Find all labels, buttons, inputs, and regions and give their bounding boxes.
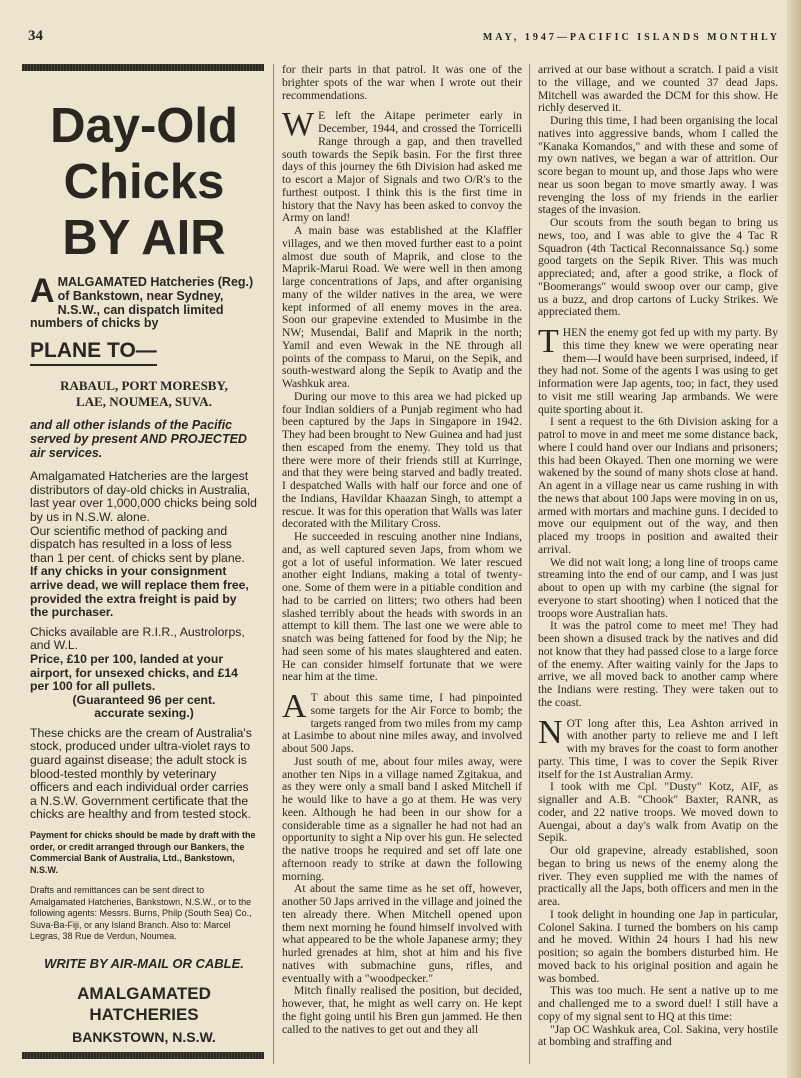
ad-guarantee-line-2: accurate sexing.): [94, 706, 194, 721]
article-section-text: OT long after this, Lea Ashton arrived in with another party to relieve me and I left with my braves for the coast to form another party. This time, I was to cover the Sepik River itself for the 1st Australian Army.: [538, 716, 778, 781]
article-paragraph: Our scouts from the south began to bring us news, too, and I was able to give the 4 Tac R Squadron (4th Tactical Reconnaissance Sq.) some good targets on the Sepik River. This was much appreciated; and, after a good strike, a flock of "Boomerangs" would swoop over our camp, give us a buzz, and drop cartons of Lucky Strikes. We appreciated them.: [538, 216, 778, 319]
ad-guarantee-line-1: (Guaranteed 96 per cent.: [72, 692, 216, 707]
article-section-text: HEN the enemy got fed up with my party. By this time they knew we were operating near them—I would have been surprised, indeed, if they had not. Some of the agents I was using to get information were Jap agents, too; in fact, they used to visit me still wearing Jap armbands. We were quite sporting about it.: [538, 326, 778, 416]
article-paragraph: It was the patrol come to meet me! They had been shown a disused track by the natives and did not know that they had passed close to a large force of the enemy. After waiting vainly for the Japs to arrive, we all moved back to another camp where the Indians were resting. They were taken out to the coast.: [538, 619, 778, 709]
page-number: 34: [28, 28, 43, 44]
ad-destinations-line-2: LAE, NOUMEA, SUVA.: [76, 394, 212, 410]
ad-signature: [30, 983, 258, 1025]
article-section-aitape: [282, 106, 522, 225]
ad-headline-line-3: BY AIR: [62, 211, 226, 265]
drop-cap: N: [538, 713, 563, 751]
ad-top-border: [22, 64, 264, 71]
ad-guarantee: [30, 694, 258, 721]
article-section-text: T about this same time, I had pinpointed some targets for the Air Force to bomb; the targets ranged from two miles from my camp at Lasimbe to about nine miles away, and involved about 500 Japs.: [282, 691, 522, 755]
ad-destinations: [30, 378, 258, 410]
page-header: [28, 28, 780, 50]
ad-headline-line-2: Chicks: [63, 155, 225, 209]
ad-signature-location: BANKSTOWN, N.S.W.: [72, 1028, 216, 1045]
ad-paragraph-packing: Our scientific method of packing and dispatch has resulted in a loss of less than 1 per cent. of chicks sent by plane.: [30, 523, 245, 565]
article-section-enemy: [538, 323, 778, 416]
chicks-advertisement: [22, 64, 264, 1064]
ad-destinations-line-1: RABAUL, PORT MORESBY,: [60, 378, 228, 394]
article-section-ashton: [538, 713, 778, 782]
ad-headline-line-1: Day-Old: [50, 99, 238, 153]
article-paragraph: This was too much. He sent a native up to me and challenged me to a sword duel! I still have a copy of my signal sent to HQ at this time:: [538, 984, 778, 1023]
article-paragraph: "Jap OC Washkuk area, Col. Sakina, very hostile at bombing and straffing and: [538, 1022, 778, 1049]
article-paragraph: During this time, I had been organising the local natives into aggressive bands, whom I called the "Kanaka Komandos," and with these and some of my own natives, we began a war of attrition. Our score began to mount up, and those Japs who were near us soon began to move smartly away. I was revenging the loss of my friends in the earlier stages of the invasion.: [538, 114, 778, 217]
ad-paragraph-replacement: If any chicks in your consignment arrive dead, we will replace them free, provided the extra freight is paid by the purchaser.: [30, 564, 249, 620]
article-paragraph: During our move to this area we had picked up four Indian soldiers of a Punjab regiment who had been captured by the Japs in Singapore in 1942. They had been brought to New Guinea and had just then escaped from the enemy. They told us that there were more of their friends still at Kurringe, and that they were being starved and badly treated. I despatched Walls with half our force and one of the Indians, Havildar Khaazan Singh, to attempt a rescue. It was for this operation that Walls was later decorated with the Military Cross.: [282, 389, 522, 531]
column-divider-2: [529, 64, 530, 1064]
ad-content: [30, 78, 258, 1046]
running-head: MAY, 1947—PACIFIC ISLANDS MONTHLY: [482, 32, 780, 43]
article-section-targets: [282, 688, 522, 756]
drop-cap: T: [538, 323, 559, 360]
article-paragraph: I sent a request to the 6th Division asking for a patrol to move in and meet me some distance back, where I could hand over our Indians and prisoners; this had been Okayed. Then one morning we were wakened by the sound of many shots close at hand. An agent in a village near us came rushing in with the news that about 100 Japs were moving in on us, armed with mortars and machine guns. I decided to move our equipment out of the way, and then placed my troops in position and awaited their arrival.: [538, 415, 778, 556]
ad-paragraph-price: Price, £10 per 100, landed at your airport, for unsexed chicks, and £14 per 100 for all pullets.: [30, 651, 238, 694]
article-paragraph: At about the same time as he set off, however, another 50 Japs arrived in the village and joined the ten already there. When Mitchell opened upon them next morning he found himself involved with what appeared to be the whole Japanese army; they hurled grenades at him, shot at him and his five natives with submachine guns, rifles, and eventually with a "woodpecker.": [282, 882, 522, 985]
ad-signature-line-1: AMALGAMATED: [77, 983, 211, 1003]
ad-intro-initial: A: [30, 272, 55, 310]
article-section-text: E left the Aitape perimeter early in December, 1944, and crossed the Torricelli Range through a gap, and then travelled south towards the Sepik basin. For the first three days of this journey the 6th Division had asked me to escort a Major of Signals and two O/R's to the furthest outpost. I think this is the first time in history that the Navy has been asked to convoy the Army on land!: [282, 109, 522, 225]
ad-headline: [30, 98, 258, 266]
page-edge: [787, 0, 801, 1078]
ad-payment-note: Payment for chicks should be made by draft with the order, or credit arranged through our Bankers, the Commercial Bank of Australia, Ltd., Bankstown, N.S.W.: [30, 830, 256, 875]
drop-cap: W: [282, 106, 315, 144]
ad-write-by: WRITE BY AIR-MAIL OR CABLE.: [44, 955, 244, 971]
article-paragraph: Mitch finally realised the position, but decided, however, that, he might as well carry on. He kept the fight going until his Bren gun jammed. He then called to the natives to get out and they all: [282, 984, 522, 1036]
article-paragraph: for their parts in that patrol. It was one of the brighter spots of the war when I wrote out their recommendations.: [282, 64, 522, 102]
article-paragraph: Our old grapevine, already established, soon began to bring us news of the enemy along the river. They even supplied me with the names of practically all the Japs, both officers and men in the area.: [538, 844, 778, 908]
ad-paragraph-breeds: Chicks available are R.I.R., Austrolorps, and W.L.: [30, 624, 245, 653]
ad-bottom-border: [22, 1052, 264, 1059]
ad-paragraph-distributors: Amalgamated Hatcheries are the largest distributors of day-old chicks in Australia, last year over 1,000,000 chicks being sold by us in N.S.W. alone.: [30, 469, 257, 524]
article-paragraph: I took with me Cpl. "Dusty" Kotz, AIF, as signaller and A.B. "Chook" Baxter, RANR, as coder, and 22 native troops. We moved down to Auengai, about a day's walk from Avatip on the Sepik.: [538, 780, 778, 845]
column-divider-1: [273, 64, 274, 1064]
ad-signature-line-2: HATCHERIES: [89, 1004, 199, 1024]
article-column-3: [538, 64, 778, 1064]
article-paragraph: Just south of me, about four miles away, were another ten Nips in a village named Zgitakua, and as they were only a small band I asked Mitchell if he would like to have a go at them. He was very keen. Although he had been in our show for a considerable time as a signaller he had not had an opportunity to sight a Nip over his gun. He selected the native troops he required and set off late one afternoon ready to strike at dawn the following morning.: [282, 754, 522, 883]
article-column-2: [282, 64, 522, 1064]
article-paragraph: He succeeded in rescuing another nine Indians, and, as well captured seven Japs, from whom we got a lot of useful information. We later rescued another eight Indians, making a total of twenty-one. Some of them were in a pitiable condition and had to be carried on litters; two others had been slashed terribly about the heads with swords in an attempt to kill them. The last one we were able to snatch was being fattened for food by the Nip; he had seen some of his mates slaughtered and eaten. He can consider himself fortunate that we were near him at the time.: [282, 530, 522, 684]
drop-cap: A: [282, 688, 307, 725]
article-paragraph: I took delight in hounding one Jap in particular, Colonel Sakina. I turned the bombers on his camp and he moved. Within 24 hours I had his new position; so again the bombers disturbed him. He moved back to his original position and again he was bombed.: [538, 907, 778, 985]
ad-plane-to: PLANE TO—: [30, 339, 157, 366]
ad-paragraph-stock: These chicks are the cream of Australia's stock, produced under ultra-violet rays to guard against disease; the adult stock is blood-tested monthly by veterinary officers and each individual order carries a N.S.W. Government certificate that the chicks are healthy and from tested stock.: [30, 725, 252, 822]
ad-drafts-note: Drafts and remittances can be sent direct to Amalgamated Hatcheries, Bankstown, N.S.W., or to the following agents: Messrs. Burns, Philp (South Sea) Co., Suva-Ba-Fiji, or any Island Branch. Also to: Marcel Legras, 38 Rue de Verdun, Noumea.: [30, 885, 252, 942]
article-paragraph: We did not wait long; a long line of troops came streaming into the end of our camp, and I was just about to open up with my carbine (the signal for everyone to start shooting) when I noticed that the troops wore Australian hats.: [538, 555, 778, 620]
ad-other-islands: and all other islands of the Pacific served by present AND PROJECTED air services.: [30, 418, 247, 461]
article-paragraph: arrived at our base without a scratch. I paid a visit to the village, and we counted 37 dead Japs. Mitchell was awarded the DCM for this show. He richly deserved it.: [538, 64, 778, 115]
article-paragraph: A main base was established at the Klaffler villages, and we then moved further east to a point almost due south of Maprik, and close to the Maprik-Marui Road. We were well in then among large concentrations of Japs, and after organising many of the wilder natives in the area, we were kept informed of all enemy moves in the area. Soon our grapevine extended to Musimbe in the NW; Musendai, Balif and Maprik in the north; Yamil and even Wewak in the NE through all points of the compass to Marui, on the Sepik, and south-westward along the Sepik to Avatip and the Washkuk area.: [282, 224, 522, 390]
ad-intro-text: MALGAMATED Hatcheries (Reg.) of Bankstown, near Sydney, N.S.W., can dispatch limited numbers of chicks by: [30, 275, 254, 331]
ad-intro: [30, 272, 258, 331]
